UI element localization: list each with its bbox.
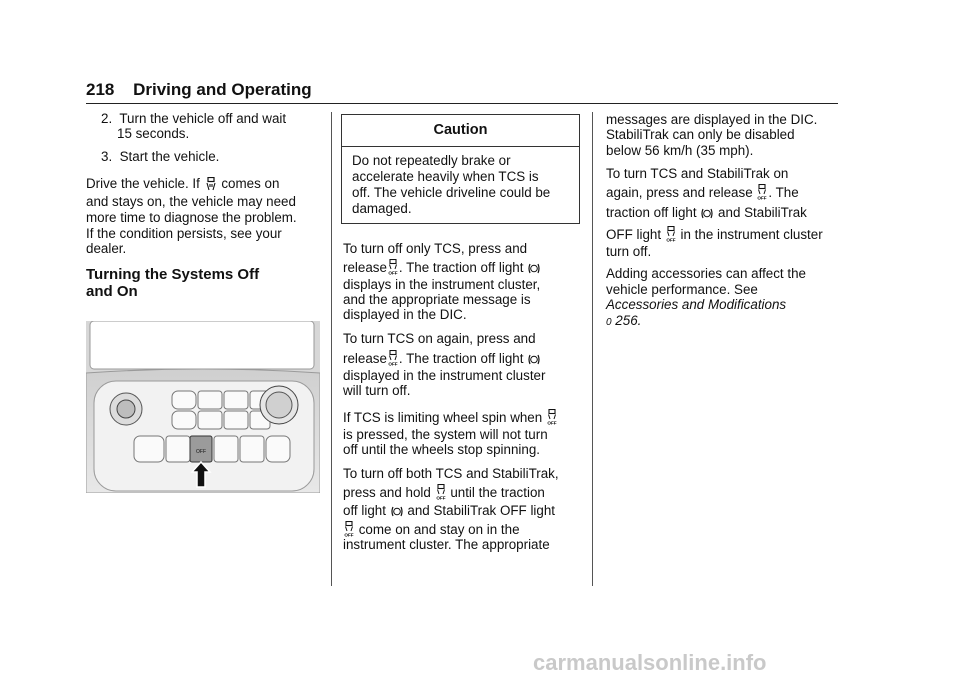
paragraph-line: traction off light and StabiliTrak [606,205,807,220]
paragraph-line: StabiliTrak can only be disabled [606,127,795,142]
svg-text:OFF: OFF [547,420,557,425]
svg-text:OFF: OFF [344,532,354,537]
paragraph-line: again, press and release OFF . The [606,185,799,200]
svg-text:OFF: OFF [388,361,398,366]
console-illustration [86,321,320,493]
tcs-off-button-icon [436,484,446,500]
cross-reference-link[interactable]: Accessories and Modifications [606,297,787,312]
stabilitrak-off-icon [666,226,676,242]
section-heading: and On [86,283,138,300]
tcs-button-label: OFF [196,449,206,455]
paragraph-line: OFF light OFF in the instrument cluster [606,227,823,242]
paragraph-line: will turn off. [343,383,411,398]
svg-text:OFF: OFF [666,237,676,242]
caution-body: Do not repeatedly brake or accelerate heavily when TCS is off. The vehicle driveline could be damaged. [352,153,551,216]
paragraph-line: and stays on, the vehicle may need [86,194,296,209]
cross-reference-page[interactable]: 0 256. [606,313,642,328]
step-2-cont: 15 seconds. [117,126,190,141]
paragraph-line: release OFF . The traction off light [343,350,541,367]
paragraph-line: If the condition persists, see your [86,226,282,241]
stabilitrak-off-icon [344,521,354,537]
paragraph-line: displays in the instrument cluster, [343,277,541,292]
paragraph-line: off until the wheels stop spinning. [343,442,541,457]
page-title: Driving and Operating [133,80,312,99]
tcs-off-button-icon [388,259,398,275]
paragraph-line: release OFF . The traction off light [343,259,541,276]
page-ref-arrow-icon: 0 [606,317,612,328]
paragraph-line: Drive the vehicle. If comes on [86,176,280,191]
paragraph-line: To turn off both TCS and StabiliTrak, [343,466,559,481]
column-divider [331,112,332,586]
paragraph-line: instrument cluster. The appropriate [343,537,550,552]
paragraph-line: displayed in the instrument cluster [343,368,546,383]
svg-text:OFF: OFF [388,270,398,275]
traction-off-light-icon [528,353,540,366]
tcs-off-button-icon [757,184,767,200]
paragraph-line: If TCS is limiting wheel spin when OFF [343,410,557,425]
paragraph-line: dealer. [86,241,127,256]
caution-box [341,114,580,224]
caution-title: Caution [433,122,488,138]
traction-off-light-icon [701,207,713,220]
column-divider [592,112,593,586]
caution-divider [342,146,579,147]
paragraph-line: To turn TCS and StabiliTrak on [606,166,789,181]
svg-text:OFF: OFF [757,195,767,200]
traction-off-icon [205,177,217,191]
page-number: 218 [86,80,115,99]
paragraph-line: To turn off only TCS, press and [343,241,528,256]
paragraph-line: is pressed, the system will not turn [343,427,548,442]
paragraph-line: displayed in the DIC. [343,307,467,322]
paragraph-line: turn off. [606,244,652,259]
paragraph-line: Adding accessories can affect the [606,266,806,281]
paragraph-line: and the appropriate message is [343,292,531,307]
paragraph-line: off light and StabiliTrak OFF light [343,503,556,518]
step-3: 3. Start the vehicle. [101,149,220,164]
watermark: carmanualsonline.info [533,650,767,675]
header-rule [86,103,838,104]
paragraph-line: messages are displayed in the DIC. [606,112,818,127]
tcs-off-button-icon [547,409,557,425]
svg-text:OFF: OFF [435,495,446,500]
section-heading: Turning the Systems Off [86,266,260,283]
paragraph-line: OFF come on and stay on in the [344,522,520,537]
paragraph-line: vehicle performance. See [606,282,758,297]
tcs-off-button-icon [388,350,398,366]
paragraph-line: press and hold OFF until the traction [343,485,545,500]
traction-off-light-icon [391,505,403,518]
paragraph-line: more time to diagnose the problem. [86,210,297,225]
paragraph-line: To turn TCS on again, press and [343,331,536,346]
page-header [86,80,312,100]
traction-off-light-icon [528,262,540,275]
paragraph-line: below 56 km/h (35 mph). [606,143,754,158]
step-2: 2. Turn the vehicle off and wait [101,111,287,126]
